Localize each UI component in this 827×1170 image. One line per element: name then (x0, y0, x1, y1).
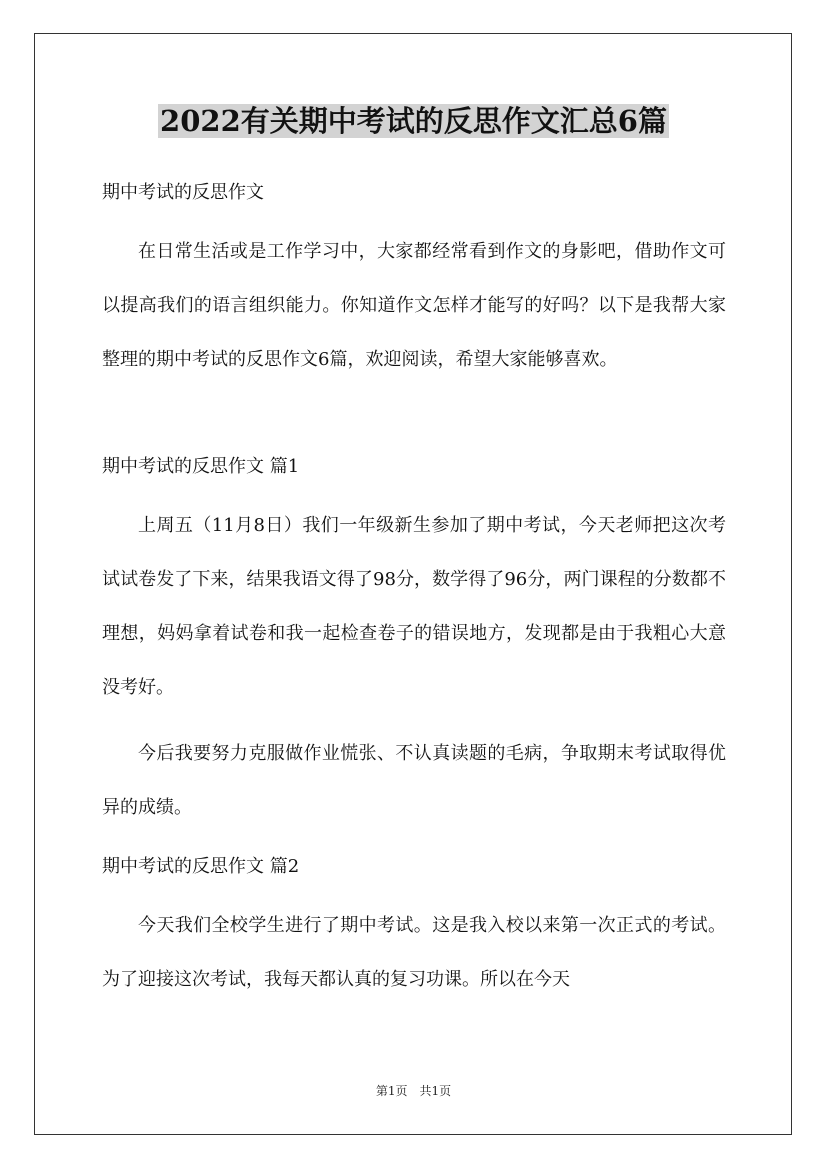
section-heading-intro: 期中考试的反思作文 (102, 182, 264, 203)
section-2-paragraph-1: 今天我们全校学生进行了期中考试。这是我入校以来第一次正式的考试。为了迎接这次考试，我每天都认真的复习功课。所以在今天 (102, 915, 726, 990)
document-title (0, 98, 827, 144)
section-1-paragraph-1: 上周五（11月8日）我们一年级新生参加了期中考试，今天老师把这次考试试卷发了下来，结果我语文得了98分，数学得了96分，两门课程的分数都不理想，妈妈拿着试卷和我一起检查卷子的错误地方，发现都是由于我粗心大意没考好。 (102, 515, 726, 698)
section-heading-1: 期中考试的反思作文 篇1 (102, 456, 300, 477)
intro-paragraph: 在日常生活或是工作学习中，大家都经常看到作文的身影吧，借助作文可以提高我们的语言组织能力。你知道作文怎样才能写的好吗？以下是我帮大家整理的期中考试的反思作文6篇，欢迎阅读，希望大家能够喜欢。 (102, 241, 726, 370)
section-1-paragraph-2: 今后我要努力克服做作业慌张、不认真读题的毛病，争取期末考试取得优异的成绩。 (102, 743, 726, 818)
section-gap (102, 399, 726, 447)
page-number-footer: 第1页 共1页 (375, 1084, 452, 1098)
section-heading-2: 期中考试的反思作文 篇2 (102, 856, 300, 877)
document-body (102, 173, 726, 1019)
document-title-text: 2022有关期中考试的反思作文汇总6篇 (160, 104, 667, 138)
